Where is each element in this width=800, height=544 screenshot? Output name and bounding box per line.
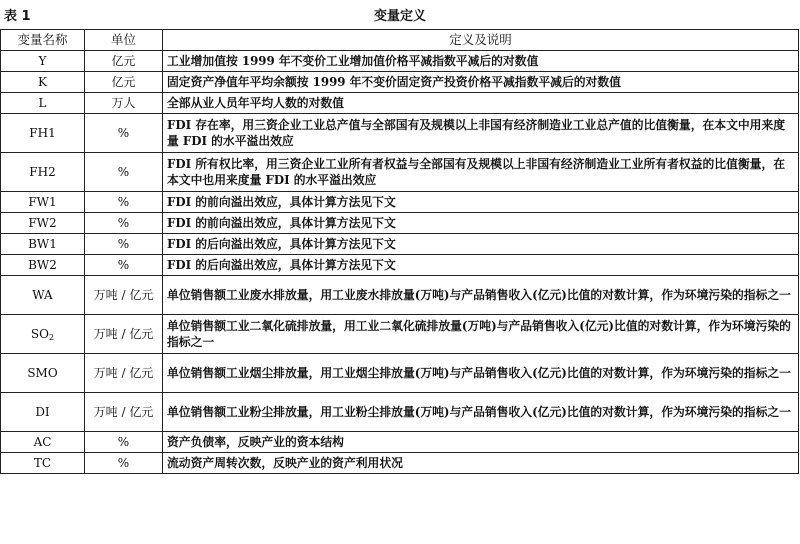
variable-definition: 单位销售额工业粉尘排放量，用工业粉尘排放量(万吨)与产品销售收入(亿元)比值的对数计算，作为环境污染的指标之一 — [163, 393, 799, 432]
variable-name-subscript: 2 — [48, 333, 55, 342]
variable-definition: FDI 存在率，用三资企业工业总产值与全部国有及规模以上非国有经济制造业工业总产值的比值衡量，在本文中用来度量 FDI 的水平溢出效应 — [163, 114, 799, 153]
variable-unit: % — [85, 153, 163, 192]
variable-name: DI — [1, 393, 85, 432]
variable-name: TC — [1, 453, 85, 474]
variable-definition: FDI 的前向溢出效应，具体计算方法见下文 — [163, 192, 799, 213]
variable-name: AC — [1, 432, 85, 453]
variable-unit: 万吨 / 亿元 — [85, 276, 163, 315]
variable-definition: 流动资产周转次数，反映产业的资产利用状况 — [163, 453, 799, 474]
variable-definition: FDI 的前向溢出效应，具体计算方法见下文 — [163, 213, 799, 234]
variable-unit: % — [85, 255, 163, 276]
variable-unit: 万吨 / 亿元 — [85, 315, 163, 354]
table-row — [1, 51, 799, 72]
variable-definition: FDI 的后向溢出效应，具体计算方法见下文 — [163, 234, 799, 255]
variable-unit: % — [85, 114, 163, 153]
variable-definition: 工业增加值按 1999 年不变价工业增加值价格平减指数平减后的对数值 — [163, 51, 799, 72]
variable-name: WA — [1, 276, 85, 315]
variable-unit: 亿元 — [85, 72, 163, 93]
variable-definition: 单位销售额工业烟尘排放量，用工业烟尘排放量(万吨)与产品销售收入(亿元)比值的对数计算，作为环境污染的指标之一 — [163, 354, 799, 393]
variable-name: K — [1, 72, 85, 93]
variable-name: Y — [1, 51, 85, 72]
variable-unit: % — [85, 432, 163, 453]
variable-name: L — [1, 93, 85, 114]
variable-name: BW2 — [1, 255, 85, 276]
table-row — [1, 432, 799, 453]
variable-name-main: SO — [30, 327, 49, 341]
variable-definition: FDI 的后向溢出效应，具体计算方法见下文 — [163, 255, 799, 276]
variable-unit: % — [85, 192, 163, 213]
variable-definition: 全部从业人员年平均人数的对数值 — [163, 93, 799, 114]
table-row — [1, 393, 799, 432]
table-row — [1, 255, 799, 276]
table-row — [1, 315, 799, 354]
table-row — [1, 213, 799, 234]
table-caption — [0, 2, 800, 26]
table-row — [1, 192, 799, 213]
variable-unit: 亿元 — [85, 51, 163, 72]
variable-definition: 单位销售额工业废水排放量，用工业废水排放量(万吨)与产品销售收入(亿元)比值的对数计算，作为环境污染的指标之一 — [163, 276, 799, 315]
variable-name: FH2 — [1, 153, 85, 192]
variable-unit: % — [85, 213, 163, 234]
table-title: 变量定义 — [373, 9, 426, 24]
table-number: 表 1 — [4, 9, 31, 24]
variable-unit: % — [85, 453, 163, 474]
variable-name: FW1 — [1, 192, 85, 213]
variable-unit: 万人 — [85, 93, 163, 114]
table-row — [1, 114, 799, 153]
variable-name: FW2 — [1, 213, 85, 234]
variable-unit: 万吨 / 亿元 — [85, 393, 163, 432]
variable-definition: FDI 所有权比率，用三资企业工业所有者权益与全部国有及规模以上非国有经济制造业工业所有者权益的比值衡量，在本文中也用来度量 FDI 的水平溢出效应 — [163, 153, 799, 192]
table-row — [1, 234, 799, 255]
table-row — [1, 276, 799, 315]
variable-name: BW1 — [1, 234, 85, 255]
variable-name — [1, 315, 85, 354]
header-row — [1, 30, 799, 51]
header-variable-name: 变量名称 — [1, 30, 85, 51]
table-row — [1, 153, 799, 192]
header-definition: 定义及说明 — [163, 30, 799, 51]
variable-unit: % — [85, 234, 163, 255]
table-row — [1, 354, 799, 393]
variable-unit: 万吨 / 亿元 — [85, 354, 163, 393]
variable-name: FH1 — [1, 114, 85, 153]
variable-definition: 单位销售额工业二氧化硫排放量，用工业二氧化硫排放量(万吨)与产品销售收入(亿元)比值的对数计算，作为环境污染的指标之一 — [163, 315, 799, 354]
header-unit: 单位 — [85, 30, 163, 51]
variable-definition-table — [0, 29, 799, 474]
variable-definition: 资产负债率，反映产业的资本结构 — [163, 432, 799, 453]
variable-name: SMO — [1, 354, 85, 393]
table-row — [1, 93, 799, 114]
variable-definition: 固定资产净值年平均余额按 1999 年不变价固定资产投资价格平减指数平减后的对数值 — [163, 72, 799, 93]
table-row — [1, 72, 799, 93]
table-row — [1, 453, 799, 474]
